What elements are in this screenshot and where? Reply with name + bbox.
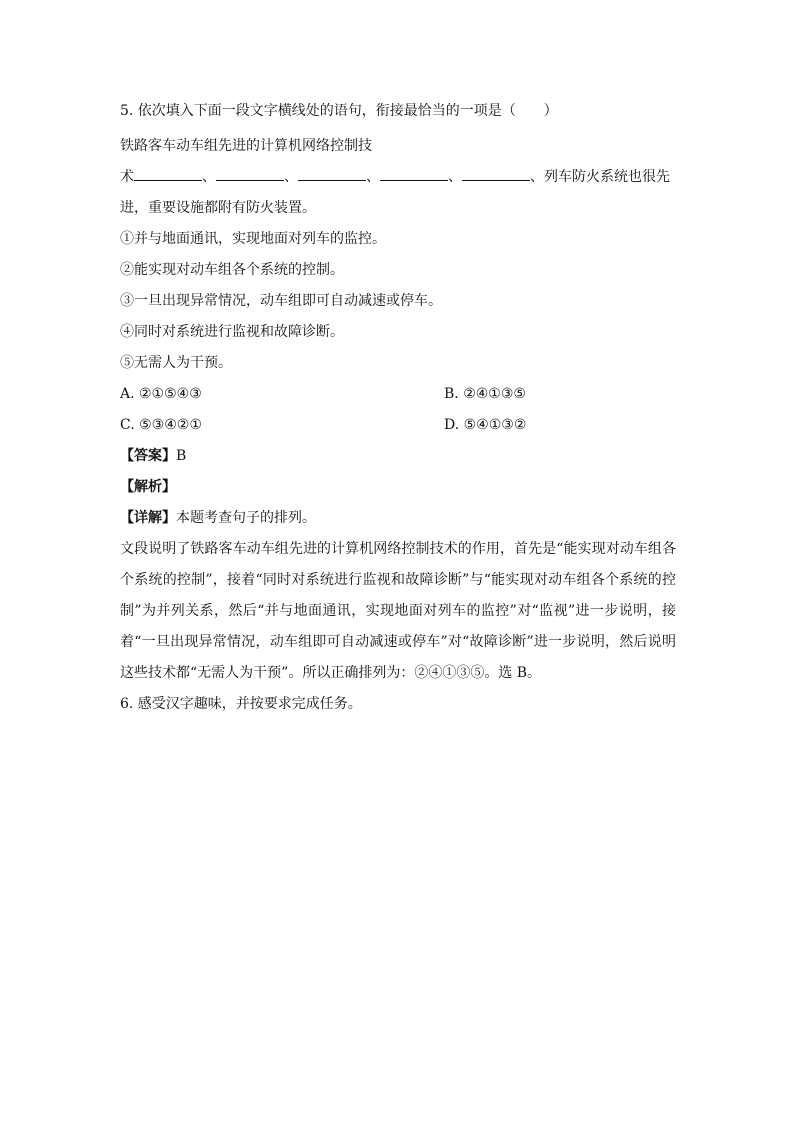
detail-line	[120, 503, 676, 534]
passage-line-2	[120, 162, 676, 193]
blank-2[interactable]	[216, 166, 284, 181]
blank-5[interactable]	[462, 166, 530, 181]
question-stem: 5. 依次填入下面一段文字横线处的语句，衔接最恰当的一项是（ ）	[120, 103, 558, 119]
detail-body: 文段说明了铁路客车动车组先进的计算机网络控制技术的作用，首先是“能实现对动车组各个系统的控制”，接着“同时对系统进行监视和故障诊断”与“能实现对动车组各个系统的控制”为并列关系，然后“并与地面通讯，实现地面对列车的监控”对“监视”进一步说明，接着“一旦出现异常情况，动车组即可自动减速或停车”对“故障诊断”进一步说明，然后说明这些技术都“无需人为干预”。所以正确排列为：②④①③⑤。选 B。	[120, 541, 676, 681]
item-2: ②能实现对动车组各个系统的控制。	[120, 262, 344, 278]
detail-intro: 本题考查句子的排列。	[176, 510, 316, 526]
passage-line-2-start: 术	[120, 169, 134, 185]
detail-label: 【详解】	[120, 510, 176, 526]
blank-3[interactable]	[298, 166, 366, 181]
separator-2: 、	[284, 169, 298, 185]
options-group	[120, 379, 676, 441]
option-c[interactable]: C. ⑤③④②①	[120, 417, 202, 433]
item-1: ①并与地面通讯，实现地面对列车的监控。	[120, 231, 386, 247]
analysis-label: 【解析】	[120, 479, 176, 495]
separator-1: 、	[202, 169, 216, 185]
next-question-stem: 6. 感受汉字趣味，并按要求完成任务。	[120, 696, 362, 712]
separator-3: 、	[366, 169, 380, 185]
answer-value: B	[176, 448, 187, 464]
item-5: ⑤无需人为干预。	[120, 355, 232, 371]
item-4: ④同时对系统进行监视和故障诊断。	[120, 324, 344, 340]
option-b[interactable]: B. ②④①③⑤	[444, 386, 526, 402]
passage-line-1: 铁路客车动车组先进的计算机网络控制技	[120, 138, 372, 154]
blank-1[interactable]	[134, 166, 202, 181]
passage-line-3: 进，重要设施都附有防火装置。	[120, 200, 316, 216]
answer-label: 【答案】	[120, 448, 176, 464]
option-d[interactable]: D. ⑤④①③②	[444, 417, 527, 433]
document-page	[120, 100, 676, 720]
blank-4[interactable]	[380, 166, 448, 181]
separator-4: 、	[448, 169, 462, 185]
answer-line	[120, 441, 676, 472]
passage-line-2-end: 、列车防火系统也很先	[530, 169, 670, 185]
item-3: ③一旦出现异常情况，动车组即可自动减速或停车。	[120, 293, 442, 309]
option-a[interactable]: A. ②①⑤④③	[120, 386, 202, 402]
